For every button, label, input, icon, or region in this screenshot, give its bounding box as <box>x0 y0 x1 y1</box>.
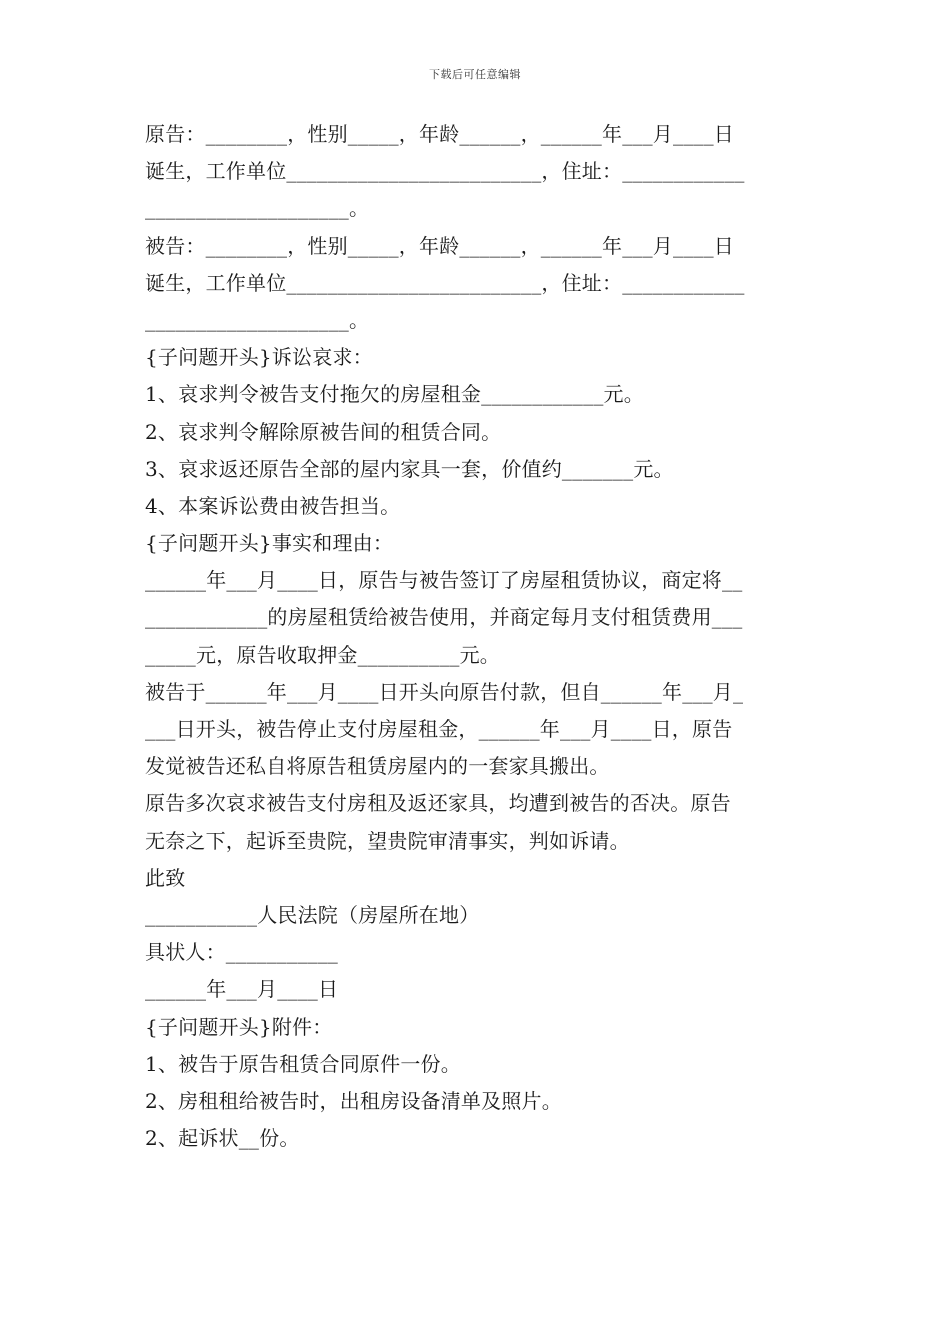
date-line: ______年___月____日 <box>145 977 339 1002</box>
attachment-item-3: 2、起诉状__份。 <box>145 1126 300 1151</box>
claim-item-1: 1、哀求判令被告支付拖欠的房屋租金____________元。 <box>145 382 644 407</box>
defendant-info-line-3: ____________________。 <box>145 307 370 332</box>
facts-line-5: ___日开头，被告停止支付房屋租金，______年___月____日，原告 <box>145 717 733 741</box>
plaintiff-info-line-3: ____________________。 <box>145 196 370 221</box>
section-heading-attachments: {子问题开头}附件： <box>145 1014 333 1039</box>
facts-line-2: ____________的房屋租赁给被告使用，并商定每月支付租赁费用___ <box>145 605 743 630</box>
facts-line-4: 被告于______年___月____日开头向原告付款，但自______年___月_ <box>145 679 744 704</box>
facts-line-6: 发觉被告还私自将原告租赁房屋内的一套家具搬出。 <box>145 754 610 779</box>
facts-line-8: 无奈之下，起诉至贵院，望贵院审清事实，判如诉请。 <box>145 828 630 853</box>
page-header: 下载后可任意编辑 <box>429 68 521 81</box>
facts-line-7: 原告多次哀求被告支付房租及返还家具，均遭到被告的否决。原告 <box>145 791 731 816</box>
claim-item-4: 4、本案诉讼费由被告担当。 <box>145 493 401 518</box>
defendant-info-line-2: 诞生，工作单位_________________________，住址：____________ <box>145 270 745 295</box>
claim-item-3: 3、哀求返还原告全部的屋内家具一套，价值约_______元。 <box>145 456 674 481</box>
document-body <box>145 116 807 1157</box>
attachment-item-1: 1、被告于原告租赁合同原件一份。 <box>145 1051 461 1076</box>
facts-line-1: ______年___月____日，原告与被告签订了房屋租赁协议，商定将__ <box>145 568 743 593</box>
defendant-info-line-1: 被告：________，性别_____，年龄______，______年___月____日 <box>145 233 734 258</box>
plaintiff-info-line-1: 原告：________，性别_____，年龄______，______年___月____日 <box>145 122 734 146</box>
claim-item-2: 2、哀求判令解除原被告间的租赁合同。 <box>145 419 502 444</box>
court-name-line: ___________人民法院（房屋所在地） <box>145 902 480 927</box>
salutation: 此致 <box>145 865 186 890</box>
facts-line-3: _____元，原告收取押金__________元。 <box>145 642 500 667</box>
plaintiff-info-line-2: 诞生，工作单位_________________________，住址：____________ <box>145 159 745 184</box>
attachment-item-2: 2、房租租给被告时，出租房设备清单及照片。 <box>145 1088 562 1113</box>
section-heading-facts: {子问题开头}事实和理由： <box>145 531 394 556</box>
section-heading-claims: {子问题开头}诉讼哀求： <box>145 345 373 370</box>
signatory-line: 具状人：___________ <box>145 940 338 965</box>
